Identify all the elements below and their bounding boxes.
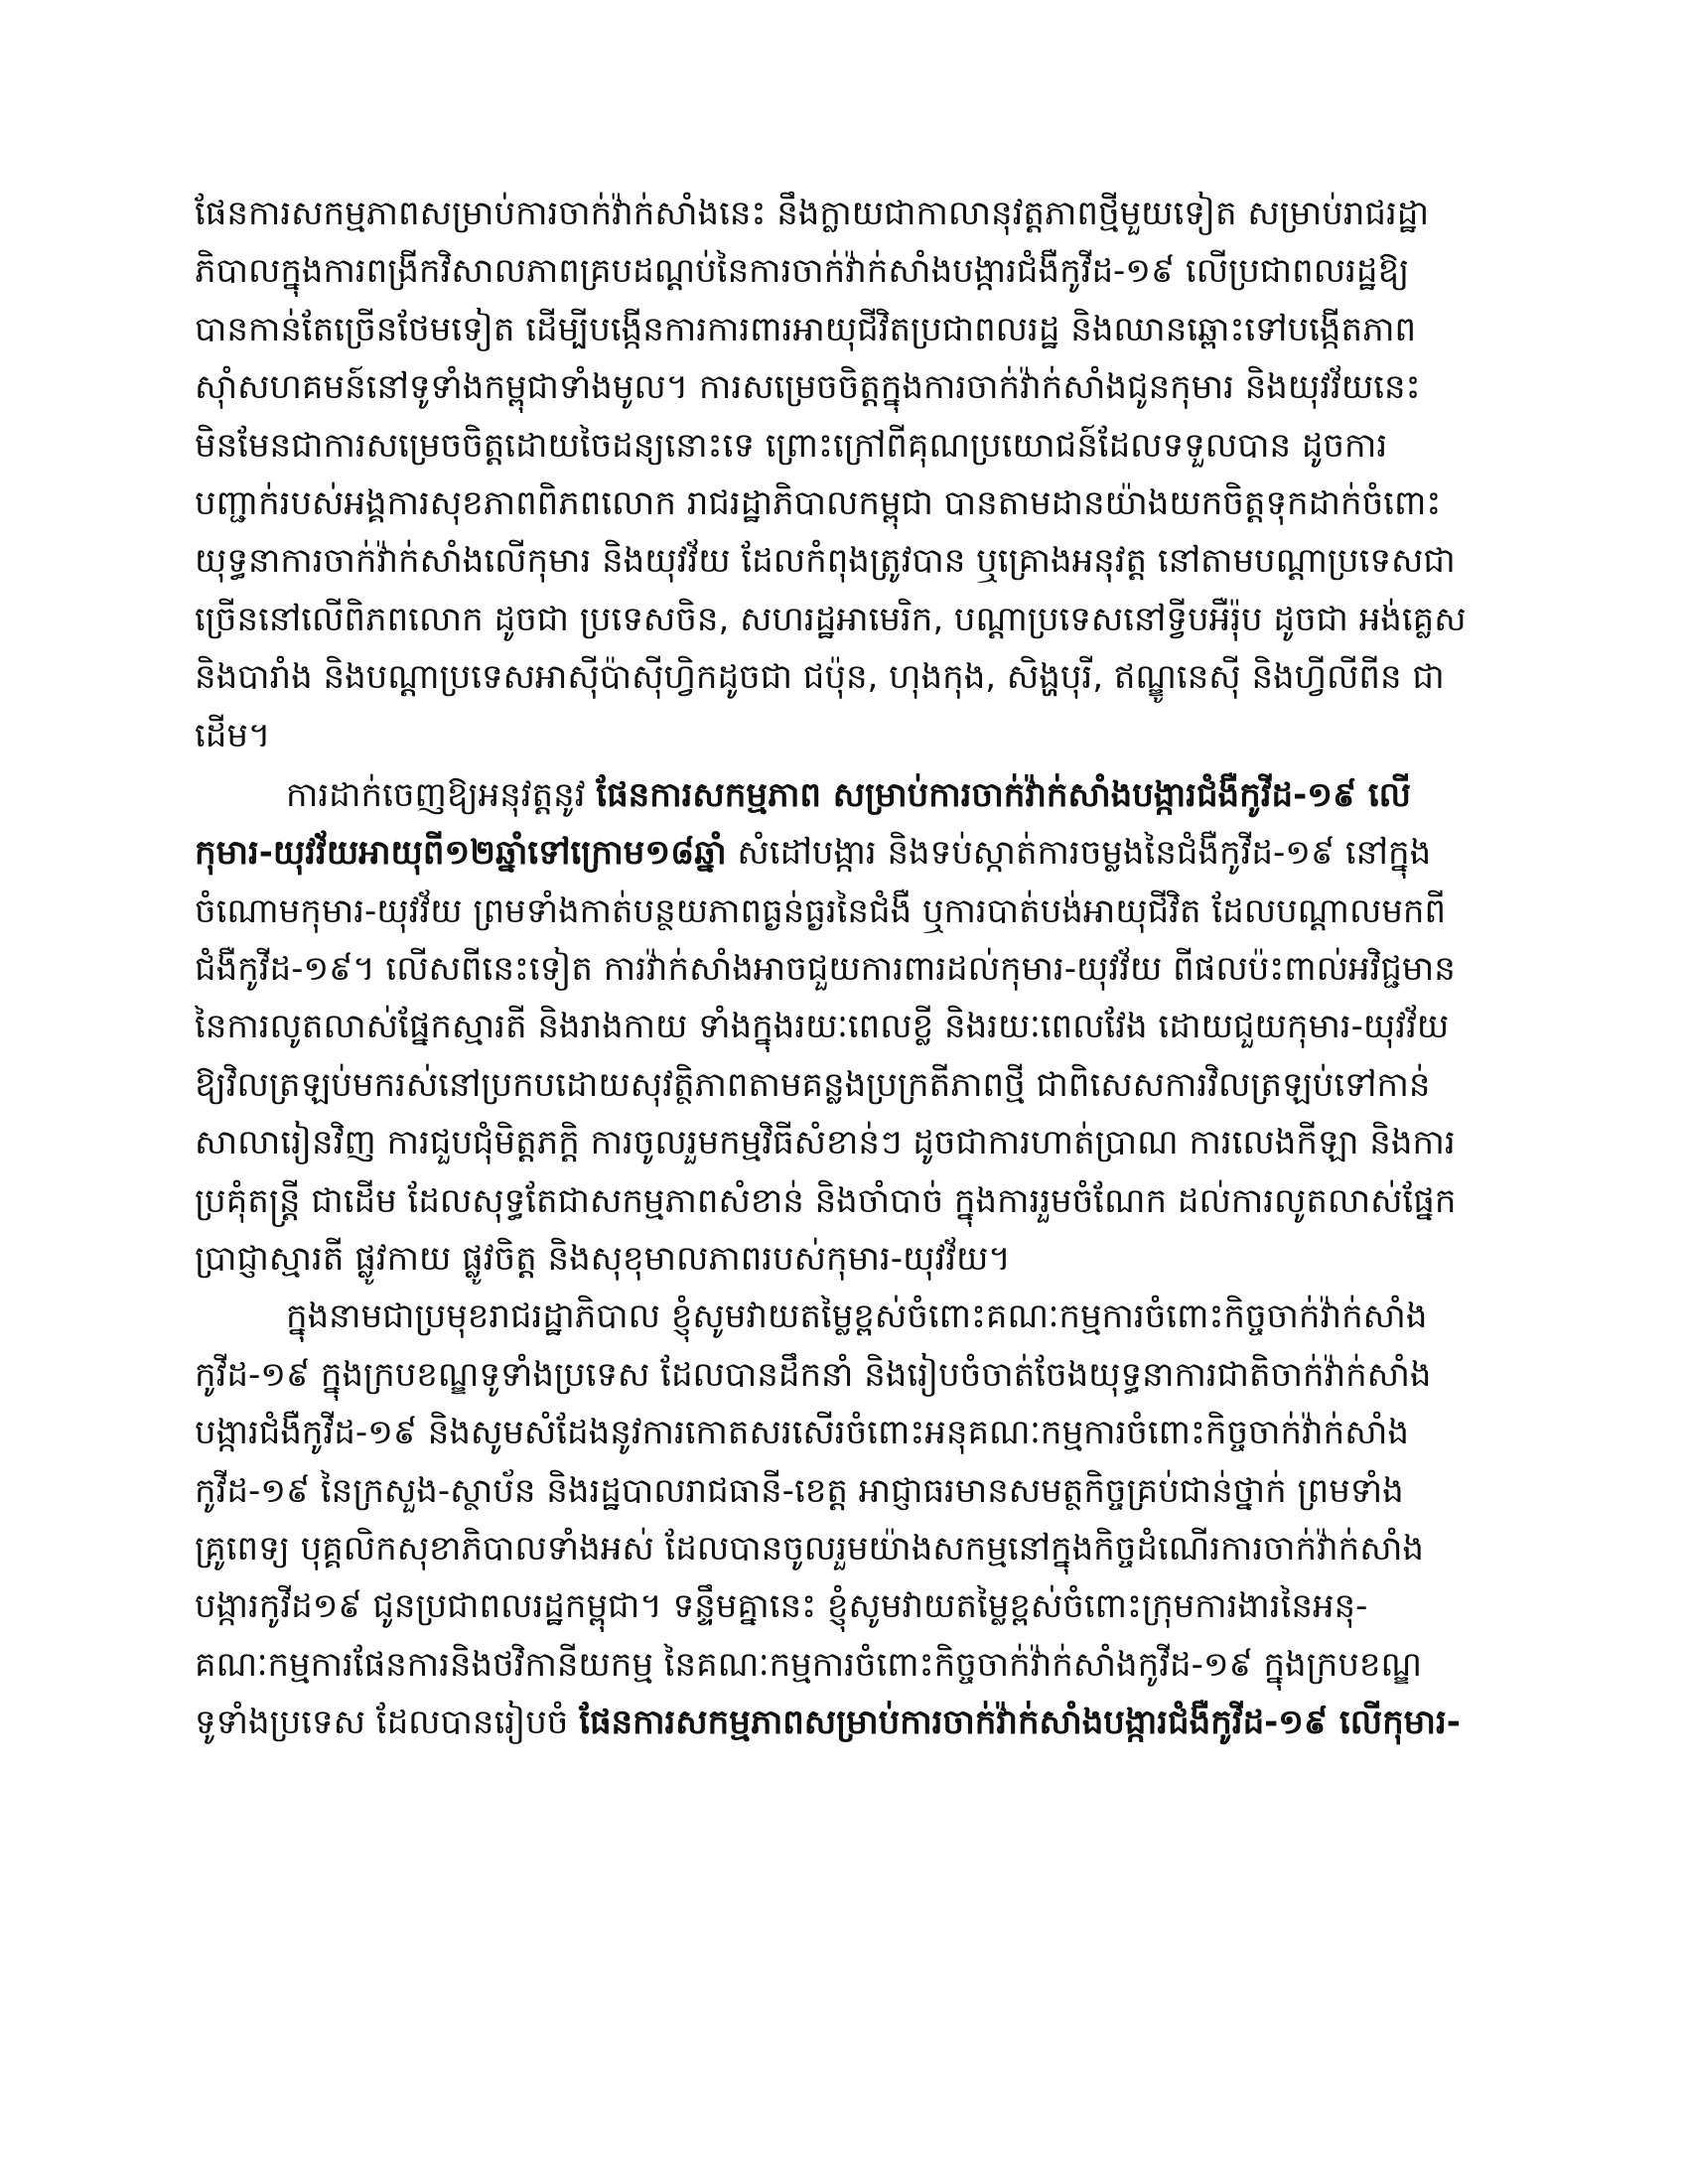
text-run: ទូទាំងប្រទេស ដែលបានរៀបចំ: [195, 1703, 580, 1743]
text-line: ប្រាជ្ញាស្មារតី ផ្លូវកាយ ផ្លូវចិត្ត និងសុខុមាលភាពរបស់កុមារ-យុវវ័យ។: [195, 1239, 1011, 1280]
text-line: [195, 824, 1495, 882]
text-line: ភិបាលក្នុងការពង្រីកវិសាលភាពគ្របដណ្តប់នៃការចាក់វ៉ាក់សាំងបង្ការជំងឺកូវីដ-១៩ លើប្រជាពលរដ្ឋឱ្យ: [195, 251, 1410, 292]
text-line: ក្នុងនាមជាប្រមុខរាជរដ្ឋាភិបាល ខ្ញុំសូមវាយតម្លៃខ្ពស់ចំពោះគណៈកម្មការចំពោះកិច្ចចាក់វ៉ាក់សាំង: [286, 1297, 1428, 1337]
text-line: បង្ការជំងឺកូវីដ-១៩ និងសូមសំដែងនូវការកោតសរសើរចំពោះអនុគណៈកម្មការចំពោះកិច្ចចាក់វ៉ាក់សាំង: [195, 1413, 1409, 1453]
text-line: មិនមែនជាការសម្រេចចិត្តដោយចៃដន្យនោះទេ ព្រោះក្រៅពីគុណប្រយោជន៍ដែលទទួលបាន ដូចការ: [195, 425, 1388, 466]
text-line: [195, 1694, 1495, 1751]
plan-title-bold: កុមារ-យុវវ័យអាយុពី១២ឆ្នាំទៅក្រោម១៨ឆ្នាំ: [195, 833, 727, 874]
text-line: នៃការលូតលាស់ផ្នែកស្មារតី និងរាងកាយ ទាំងក្នុងរយៈពេលខ្លី និងរយៈពេលវែង ដោយជួយកុមារ-យុវវ័យ: [195, 1007, 1450, 1047]
paragraph-2: [195, 766, 1495, 1289]
document-body: [195, 185, 1495, 1752]
text-line: បានកាន់តែច្រើនថែមទៀត ដើម្បីបង្កើនការការពារអាយុជីវិតប្រជាពលរដ្ឋ និងឈានឆ្ពោះទៅបង្កើតភាព: [195, 309, 1417, 349]
text-line: កូវីដ-១៩ ក្នុងក្របខណ្ឌទូទាំងប្រទេស ដែលបានដឹកនាំ និងរៀបចំចាត់ចែងយុទ្ធនាការជាតិចាក់វ៉ាក់សាំង: [195, 1354, 1432, 1395]
text-line: សាលារៀនវិញ ការជួបជុំមិត្តភក្តិ ការចូលរួមកម្មវិធីសំខាន់ៗ ដូចជាការហាត់ប្រាណ ការលេងកីឡា និងការ: [195, 1123, 1456, 1163]
text-line: បញ្ជាក់របស់អង្គការសុខភាពពិភពលោក រាជរដ្ឋាភិបាលកម្ពុជា បានតាមដានយ៉ាងយកចិត្តទុកដាក់ចំពោះ: [195, 482, 1442, 523]
text-line: គ្រូពេទ្យ បុគ្គលិកសុខាភិបាលទាំងអស់ ដែលបានចូលរួមយ៉ាងសកម្មនៅក្នុងកិច្ចដំណើរការចាក់វ៉ាក់សាំង: [195, 1528, 1425, 1569]
text-line: កូវីដ-១៩ នៃក្រសួង-ស្ថាប័ន និងរដ្ឋបាលរាជធានី-ខេត្ត អាជ្ញាធរមានសមត្ថកិច្ចគ្រប់ជាន់ថ្នាក់ ព្រមទាំង: [195, 1470, 1404, 1511]
text-line: ស៊ាំសហគមន៍នៅទូទាំងកម្ពុជាទាំងមូល។ ការសម្រេចចិត្តក្នុងការចាក់វ៉ាក់សាំងជូនកុមារ និងយុវវ័យនេះ: [195, 367, 1421, 408]
text-line: ឱ្យវិលត្រឡប់មករស់នៅប្រកបដោយសុវត្ថិភាពតាមគន្លងប្រក្រតីភាពថ្មី ជាពិសេសការវិលត្រឡប់ទៅកាន់: [195, 1064, 1431, 1105]
text-line: [195, 766, 1495, 824]
text-line: ច្រើននៅលើពិភពលោក ដូចជា ប្រទេសចិន, សហរដ្ឋអាមេរិក, បណ្តាប្រទេសនៅទ្វីបអឺរ៉ុប ដូចជា អង់គ្លេស: [195, 599, 1467, 639]
paragraph-3: [195, 1288, 1495, 1751]
plan-title-bold: ផែនការសកម្មភាពសម្រាប់ការចាក់វ៉ាក់សាំងបង្ការជំងឺកូវីដ-១៩ លើកុមារ-: [579, 1703, 1461, 1743]
text-line: ដើម។: [195, 715, 271, 755]
text-line: ផែនការសកម្មភាពសម្រាប់ការចាក់វ៉ាក់សាំងនេះ នឹងក្លាយជាកាលានុវត្តភាពថ្មីមួយទៀត សម្រាប់រាជរដ្ឋា: [195, 194, 1430, 233]
text-run: ការដាក់ចេញឱ្យអនុវត្តនូវ: [286, 774, 597, 815]
paragraph-1: [195, 185, 1495, 764]
plan-title-bold: ផែនការសកម្មភាព សម្រាប់ការចាក់វ៉ាក់សាំងបង្ការជំងឺកូវីដ-១៩ លើ: [596, 774, 1412, 815]
text-run: សំដៅបង្ការ និងទប់ស្កាត់ការចម្លងនៃជំងឺកូវីដ-១៩ នៅក្នុង: [726, 833, 1432, 874]
text-line: ជំងឺកូវីដ-១៩។ លើសពីនេះទៀត ការវ៉ាក់សាំងអាចជួយការពារដល់កុមារ-យុវវ័យ ពីផលប៉ះពាល់អវិជ្ជមាន: [195, 949, 1456, 990]
text-line: គណៈកម្មការផែនការនិងថវិកានីយកម្ម នៃគណៈកម្មការចំពោះកិច្ចចាក់វ៉ាក់សាំងកូវីដ-១៩ ក្នុងក្របខណ្ឌ: [195, 1644, 1423, 1685]
text-line: ប្រគុំតន្ត្រី ជាដើម ដែលសុទ្ធតែជាសកម្មភាពសំខាន់ និងចាំបាច់ ក្នុងការរួមចំណែក ដល់ការលូតលាស់ផ្នែក: [195, 1180, 1457, 1221]
text-line: ចំណោមកុមារ-យុវវ័យ ព្រមទាំងកាត់បន្ថយភាពធ្ងន់ធ្ងរនៃជំងឺ ឬការបាត់បង់អាយុជីវិត ដែលបណ្តាលមកពី: [195, 890, 1447, 931]
text-line: យុទ្ធនាការចាក់វ៉ាក់សាំងលើកុមារ និងយុវវ័យ ដែលកំពុងត្រូវបាន ឬគ្រោងអនុវត្ត នៅតាមបណ្តាប្រទេសជា: [195, 541, 1456, 582]
text-line: បង្ការកូវីដ១៩ ជូនប្រជាពលរដ្ឋកម្ពុជា។ ទន្ទឹមគ្នានេះ ខ្ញុំសូមវាយតម្លៃខ្ពស់ចំពោះក្រុមការងារនៃអនុ-: [195, 1586, 1368, 1627]
text-line: និងបារាំង និងបណ្តាប្រទេសអាស៊ីប៉ាស៊ីហ្វិកដូចជា ជប៉ុន, ហុងកុង, សិង្ហបុរី, ឥណ្ឌូនេស៊ី និងហ្វីលីពីន ជា: [195, 657, 1445, 698]
